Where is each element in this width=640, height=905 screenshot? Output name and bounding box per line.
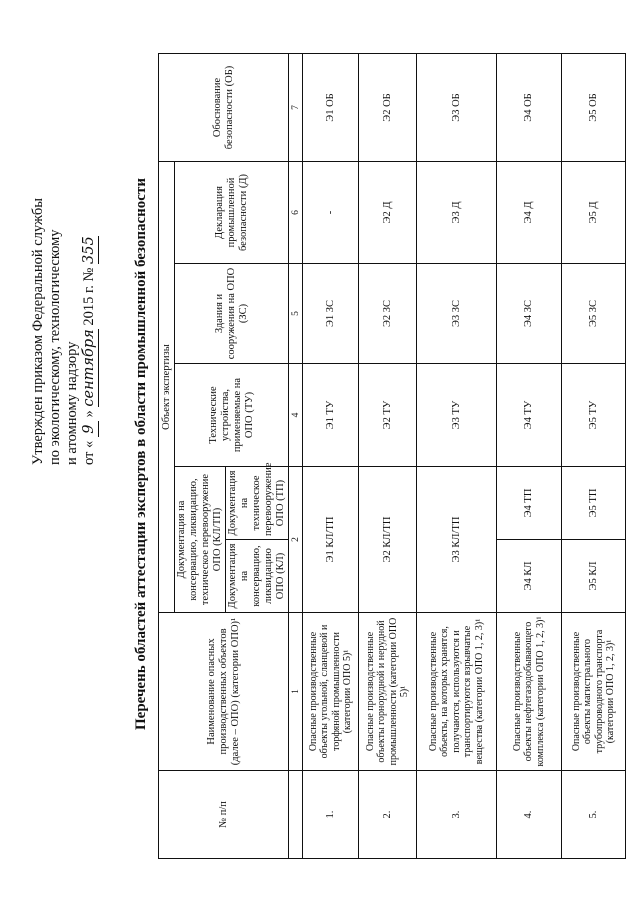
d-code: Э4 Д (497, 161, 562, 263)
ob-code: Э4 ОБ (497, 53, 562, 161)
zs-code: Э2 ЗС (359, 264, 417, 364)
doc-kl-code: Э4 КЛ (497, 540, 562, 613)
date-month-sep: » (81, 410, 97, 418)
zs-code: Э1 ЗС (303, 264, 359, 364)
order-number: 355 (81, 236, 97, 264)
approval-line-1: Утвержден приказом Федеральной службы (30, 198, 46, 465)
header-num: № п/п (159, 771, 289, 859)
doc-kl-code: Э5 КЛ (562, 540, 626, 613)
header-hazard-name: Наименование опасных производственных объектов (далее – ОПО) (категории ОПО)¹ (159, 613, 289, 771)
header-tech-devices: Технические устройства, применяемые на ОПО (ТУ) (175, 364, 289, 467)
attestation-areas-table (158, 53, 626, 859)
row-number: 5. (562, 771, 626, 859)
tu-code: Э2 ТУ (359, 364, 417, 467)
tu-code: Э1 ТУ (303, 364, 359, 467)
header-justification: Обоснование безопасности (ОБ) (159, 53, 289, 161)
approval-line-2: по экологическому, технологическому (47, 229, 63, 465)
row-number: 4. (497, 771, 562, 859)
ob-code: Э3 ОБ (417, 53, 497, 161)
tu-code: Э5 ТУ (562, 364, 626, 467)
page-title: Перечень областей аттестации экспертов в области промышленной безопасности (133, 178, 149, 730)
table-row (562, 53, 626, 858)
date-year: 2015 г. № (81, 267, 97, 326)
table-row (417, 53, 497, 858)
zs-code: Э5 ЗС (562, 264, 626, 364)
col-number: 7 (289, 53, 303, 161)
hazard-name: Опасные производственные объекты, на которых хранятся, получаются, используются и транспортируются взрывчатые вещества (категории ОПО 1, 2, 3)¹ (417, 613, 497, 771)
row-number: 1. (303, 771, 359, 859)
d-code: Э3 Д (417, 161, 497, 263)
col-number (289, 771, 303, 859)
col-number: 1 (289, 613, 303, 771)
d-code: Э5 Д (562, 161, 626, 263)
header-doc-kl: Документация на консервацию, ликвидацию ОПО (КЛ) (226, 540, 289, 613)
tu-code: Э4 ТУ (497, 364, 562, 467)
table-row (359, 53, 417, 858)
col-number: 6 (289, 161, 303, 263)
doc-kl-tp-code: Э2 КЛ/ТП (359, 467, 417, 613)
row-number: 3. (417, 771, 497, 859)
hazard-name: Опасные производственные объекты магистрального трубопроводного транспорта (категории ОПО 1, 2, 3)¹ (562, 613, 626, 771)
header-doc-group: Документация на консервацию, ликвидацию, техническое перевооружение ОПО (КЛ/ТП) (175, 467, 226, 613)
approval-date-line (81, 65, 99, 465)
zs-code: Э4 ЗС (497, 264, 562, 364)
hazard-name: Опасные производственные объекты нефтегазодобывающего комплекса (категории ОПО 1, 2, 3)¹ (497, 613, 562, 771)
date-month: сентября (81, 329, 97, 407)
header-declaration: Декларация промышленной безопасности (Д) (175, 161, 289, 263)
col-number: 2 (289, 467, 303, 613)
doc-kl-tp-code: Э3 КЛ/ТП (417, 467, 497, 613)
date-prefix: от « (81, 440, 97, 465)
approval-line-3: и атомному надзору (64, 341, 80, 465)
col-number: 5 (289, 264, 303, 364)
d-code: - (303, 161, 359, 263)
date-day: 9 (81, 421, 99, 437)
col-number: 4 (289, 364, 303, 467)
table-row (303, 53, 359, 858)
hazard-name: Опасные производственные объекты горнорудной и нерудной промышленности (категории ОПО 5)¹ (359, 613, 417, 771)
hazard-name: Опасные производственные объекты угольной, сланцевой и торфяной промышленности (категории ОПО 5)¹ (303, 613, 359, 771)
ob-code: Э2 ОБ (359, 53, 417, 161)
d-code: Э2 Д (359, 161, 417, 263)
doc-kl-tp-code: Э1 КЛ/ТП (303, 467, 359, 613)
table-row (497, 53, 562, 858)
header-doc-tp: Документация на техническое перевооружение ОПО (ТП) (226, 467, 289, 540)
header-expertise-object: Объект экспертизы (159, 161, 175, 612)
row-number: 2. (359, 771, 417, 859)
approval-block (30, 65, 99, 465)
tu-code: Э3 ТУ (417, 364, 497, 467)
ob-code: Э1 ОБ (303, 53, 359, 161)
doc-tp-code: Э5 ТП (562, 467, 626, 540)
zs-code: Э3 ЗС (417, 264, 497, 364)
doc-tp-code: Э4 ТП (497, 467, 562, 540)
ob-code: Э5 ОБ (562, 53, 626, 161)
header-buildings: Здания и сооружения на ОПО (ЗС) (175, 264, 289, 364)
